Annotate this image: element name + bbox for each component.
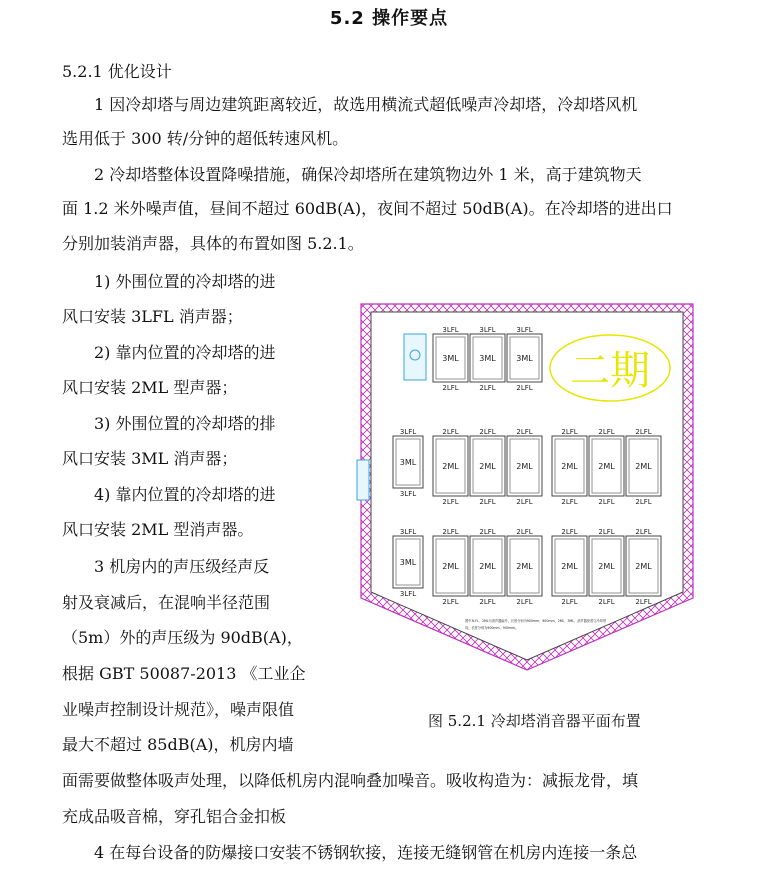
silencer-tag: 2LFL	[635, 498, 652, 506]
side-door	[357, 460, 369, 500]
paragraph-line: 2 冷却塔整体设置降噪措施，确保冷却塔所在建筑物边外 1 米，高于建筑物天	[94, 165, 642, 184]
silencer-tag: 2LFL	[635, 598, 652, 606]
unit-tag: 2ML	[479, 462, 496, 471]
silencer-tag: 2LFL	[561, 498, 578, 506]
silencer-tag: 3LFL	[399, 528, 417, 536]
silencer-tag: 2LFL	[598, 528, 615, 536]
unit-tag: 3ML	[442, 354, 459, 363]
unit-tag: 2ML	[561, 462, 578, 471]
list-item: 风口安装 2ML 型声器；	[62, 378, 238, 397]
section-title: 5.2 操作要点	[329, 8, 449, 29]
paragraph-line: 面需要做整体吸声处理，以降低机房内混响叠加噪音。吸收构造为：减振龙骨，填	[62, 771, 639, 790]
paragraph-line: 1 因冷却塔与周边建筑距离较近，故选用横流式超低噪声冷却塔，冷却塔风机	[94, 95, 638, 114]
silencer-tag: 3LFL	[399, 590, 417, 598]
paragraph-line: （5m）外的声压级为 90dB(A)，	[62, 628, 303, 647]
unit-tag: 3ML	[399, 558, 417, 567]
silencer-tag: 2LFL	[516, 428, 533, 436]
unit-tag: 2ML	[479, 562, 496, 571]
silencer-tag: 2LFL	[635, 528, 652, 536]
silencer-tag: 2LFL	[561, 428, 578, 436]
silencer-tag: 2LFL	[479, 498, 496, 506]
silencer-tag: 3LFL	[399, 490, 417, 498]
silencer-tag: 2LFL	[561, 598, 578, 606]
drawing-note: 图中3LFL、2ML为消声器编号，长度分别为900mm、900mm、2ML、3ML，消声器宽度与冷却塔	[465, 619, 606, 623]
silencer-tag: 3LFL	[442, 326, 459, 334]
list-item: 4) 靠内位置的冷却塔的进	[94, 485, 276, 504]
unit-tag: 2ML	[516, 562, 533, 571]
list-item: 风口安装 3ML 消声器；	[62, 449, 238, 468]
unit-tag: 2ML	[635, 562, 652, 571]
list-item: 1) 外围位置的冷却塔的进	[94, 272, 276, 291]
silencer-tag: 2LFL	[479, 384, 496, 392]
list-item: 风口安装 2ML 型消声器。	[62, 520, 254, 539]
unit-tag: 2ML	[561, 562, 578, 571]
unit-tag: 2ML	[516, 462, 533, 471]
silencer-tag: 2LFL	[635, 428, 652, 436]
unit-tag: 3ML	[399, 458, 417, 467]
list-item: 2) 靠内位置的冷却塔的进	[94, 343, 276, 362]
side-equipment	[404, 334, 426, 380]
paragraph-line: 分别加装消声器，具体的布置如图 5.2.1。	[62, 234, 364, 253]
unit-tag: 3ML	[479, 354, 496, 363]
silencer-tag: 3LFL	[516, 326, 533, 334]
drawing-note: 同，长度分别为900mm、900mm。	[465, 626, 519, 630]
paragraph-line: 业噪声控制设计规范》，噪声限值	[62, 700, 295, 719]
silencer-tag: 2LFL	[442, 428, 459, 436]
silencer-tag: 2LFL	[516, 498, 533, 506]
paragraph-line: 根据 GBT 50087-2013 《工业企	[62, 664, 306, 683]
paragraph-line: 面 1.2 米外噪声值，昼间不超过 60dB(A)，夜间不超过 50dB(A)。在冷却塔的进出口	[62, 199, 673, 218]
silencer-tag: 2LFL	[516, 528, 533, 536]
list-item: 风口安装 3LFL 消声器；	[62, 307, 243, 326]
unit-tag: 2ML	[442, 562, 459, 571]
silencer-tag: 2LFL	[479, 598, 496, 606]
unit-tag: 3ML	[516, 354, 533, 363]
paragraph-line: 最大不超过 85dB(A)，机房内墙	[62, 735, 294, 754]
paragraph-line: 3 机房内的声压级经声反	[94, 557, 270, 576]
cooling-tower-plan-drawing	[355, 298, 700, 674]
unit-tag: 2ML	[442, 462, 459, 471]
silencer-tag: 2LFL	[598, 428, 615, 436]
silencer-tag: 3LFL	[399, 428, 417, 436]
silencer-tag: 2LFL	[598, 498, 615, 506]
silencer-tag: 2LFL	[516, 384, 533, 392]
paragraph-line: 4 在每台设备的防爆接口安装不锈钢软接，连接无缝钢管在机房内连接一条总	[94, 843, 638, 862]
silencer-tag: 3LFL	[479, 326, 496, 334]
silencer-tag: 2LFL	[442, 384, 459, 392]
unit-tag: 2ML	[598, 462, 615, 471]
subsection-heading: 5.2.1 优化设计	[62, 62, 172, 81]
unit-tag: 2ML	[598, 562, 615, 571]
unit-tag: 2ML	[635, 462, 652, 471]
paragraph-line: 射及衰减后，在混响半径范围	[62, 593, 271, 612]
silencer-tag: 2LFL	[516, 598, 533, 606]
silencer-tag: 2LFL	[442, 598, 459, 606]
silencer-tag: 2LFL	[442, 528, 459, 536]
paragraph-line: 充成品吸音棉，穿孔铝合金扣板	[62, 807, 287, 826]
cooling-tower-layout-figure	[355, 298, 700, 674]
phase-label: 二期	[570, 348, 650, 394]
silencer-tag: 2LFL	[561, 528, 578, 536]
figure-caption: 图 5.2.1 冷却塔消音器平面布置	[428, 712, 641, 730]
silencer-tag: 2LFL	[479, 528, 496, 536]
silencer-tag: 2LFL	[442, 498, 459, 506]
paragraph-line: 选用低于 300 转/分钟的超低转速风机。	[62, 129, 349, 148]
silencer-tag: 2LFL	[598, 598, 615, 606]
silencer-tag: 2LFL	[479, 428, 496, 436]
list-item: 3) 外围位置的冷却塔的排	[94, 414, 276, 433]
